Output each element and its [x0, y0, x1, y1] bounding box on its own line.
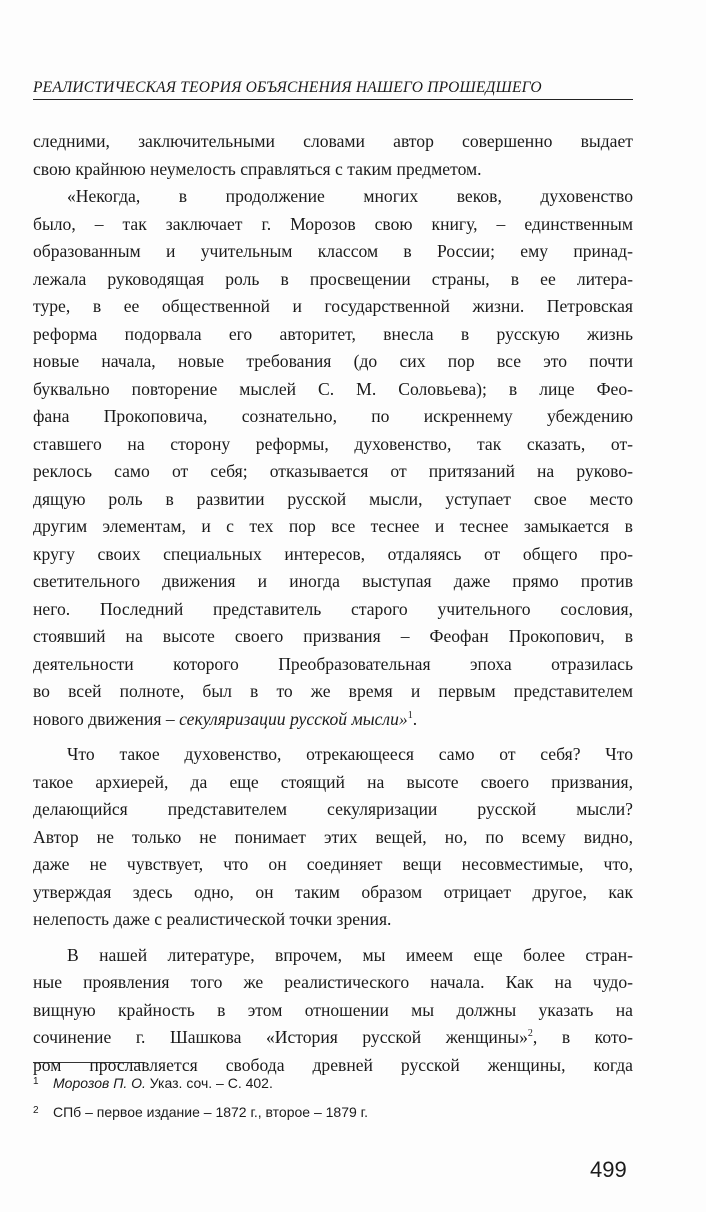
footnote-number: 1 — [33, 1076, 39, 1087]
text-line: буквально повторение мыслей С. М. Соловьева); в лице Фео- — [33, 378, 633, 399]
text-line: ные проявления того же реалистического начала. Как на чудо- — [33, 972, 633, 992]
footnote-2 — [33, 1097, 633, 1126]
text-line: свою крайнюю неумелость справляться с таким предметом. — [33, 158, 482, 179]
footnote-ref-2: 2 — [527, 1028, 533, 1040]
text-fragment: нового движения – — [33, 708, 180, 729]
text-line: светительного движения и иногда выступая даже прямо против — [33, 571, 633, 591]
period: . — [412, 708, 418, 729]
text-line: другим элементам, и с тех пор все теснее и теснее замыкается в — [33, 516, 633, 536]
body-text — [33, 128, 633, 1079]
text-line: лежала руководящая роль в просвещении страны, в ее литера- — [33, 268, 633, 289]
text-fragment: сочинение г. Шашкова «История русской женщины» — [33, 1027, 528, 1047]
footnote-text: Указ. соч. – С. 402. — [145, 1075, 273, 1091]
page-number: 499 — [590, 1157, 627, 1182]
text-line: него. Последний представитель старого учительного сословия, — [33, 598, 633, 619]
text-line: В нашей литературе, впрочем, мы имеем еще более стран- — [67, 944, 633, 965]
text-line: ставшего на сторону реформы, духовенство, так сказать, от- — [33, 433, 633, 454]
running-head: РЕАЛИСТИЧЕСКАЯ ТЕОРИЯ ОБЪЯСНЕНИЯ НАШЕГО ПРОШЕДШЕГО — [33, 78, 633, 100]
text-line: Что такое духовенство, отрекающееся само от себя? Что — [67, 744, 633, 764]
text-line: во всей полноте, был в то же время и первым представителем — [33, 681, 633, 701]
text-line: туре, в ее общественной и государственной жизни. Петровская — [33, 296, 633, 316]
text-line: нелепость даже с реалистической точки зрения. — [33, 909, 392, 929]
footnote-author: Морозов П. О. — [53, 1075, 146, 1091]
text-line: стоявший на высоте своего призвания – Феофан Прокопович, в — [33, 626, 633, 646]
text-fragment: , в кото- — [532, 1027, 633, 1047]
text-line: утверждая здесь одно, он таким образом отрицает другое, как — [33, 881, 633, 902]
text-line: вищную крайность в этом отношении мы должны указать на — [33, 999, 633, 1020]
text-line: деятельности которого Преобразовательная эпоха отразилась — [33, 653, 633, 674]
text-line: такое архиерей, да еще стоящий на высоте своего призвания, — [33, 771, 633, 792]
text-line: образованным и учительным классом в России; ему принад- — [33, 241, 633, 261]
footnotes — [33, 1068, 633, 1126]
text-line: реклось само от себя; отказывается от притязаний на руково- — [33, 461, 633, 481]
text-line: делающийся представителем секуляризации русской мысли? — [33, 799, 633, 819]
text-line: даже не чувствует, что он соединяет вещи несовместимые, что, — [33, 854, 633, 874]
text-line — [33, 706, 633, 734]
text-line: следними, заключительными словами автор совершенно выдает — [33, 131, 633, 151]
text-line — [33, 1024, 633, 1052]
text-line: реформа подорвала его авторитет, внесла в русскую жизнь — [33, 323, 633, 344]
text-line: было, – так заключает г. Морозов свою книгу, – единственным — [33, 213, 633, 234]
text-line: фана Прокоповича, сознательно, по искреннему убеждению — [33, 406, 633, 426]
footnote-text: СПб – первое издание – 1872 г., второе – 1879 г. — [53, 1104, 368, 1120]
text-line: кругу своих специальных интересов, отдаляясь от общего про- — [33, 543, 633, 564]
text-line: дящую роль в развитии русской мысли, уступает свое место — [33, 488, 633, 509]
text-line: ром прославляется свобода древней русской женщины, когда — [33, 1054, 633, 1075]
text-line: Автор не только не понимает этих вещей, но, по всему видно, — [33, 826, 633, 847]
footnote-1 — [33, 1068, 633, 1097]
footnote-divider — [33, 1062, 145, 1063]
footnote-number: 2 — [33, 1105, 39, 1116]
footnote-ref-1: 1 — [407, 709, 413, 721]
italic-phrase: секуляризации русской мысли» — [179, 708, 408, 729]
paragraph — [33, 942, 633, 1080]
text-line: новые начала, новые требования (до сих пор все это почти — [33, 351, 633, 371]
paragraph — [33, 741, 633, 934]
text-line: «Некогда, в продолжение многих веков, духовенство — [67, 186, 633, 206]
